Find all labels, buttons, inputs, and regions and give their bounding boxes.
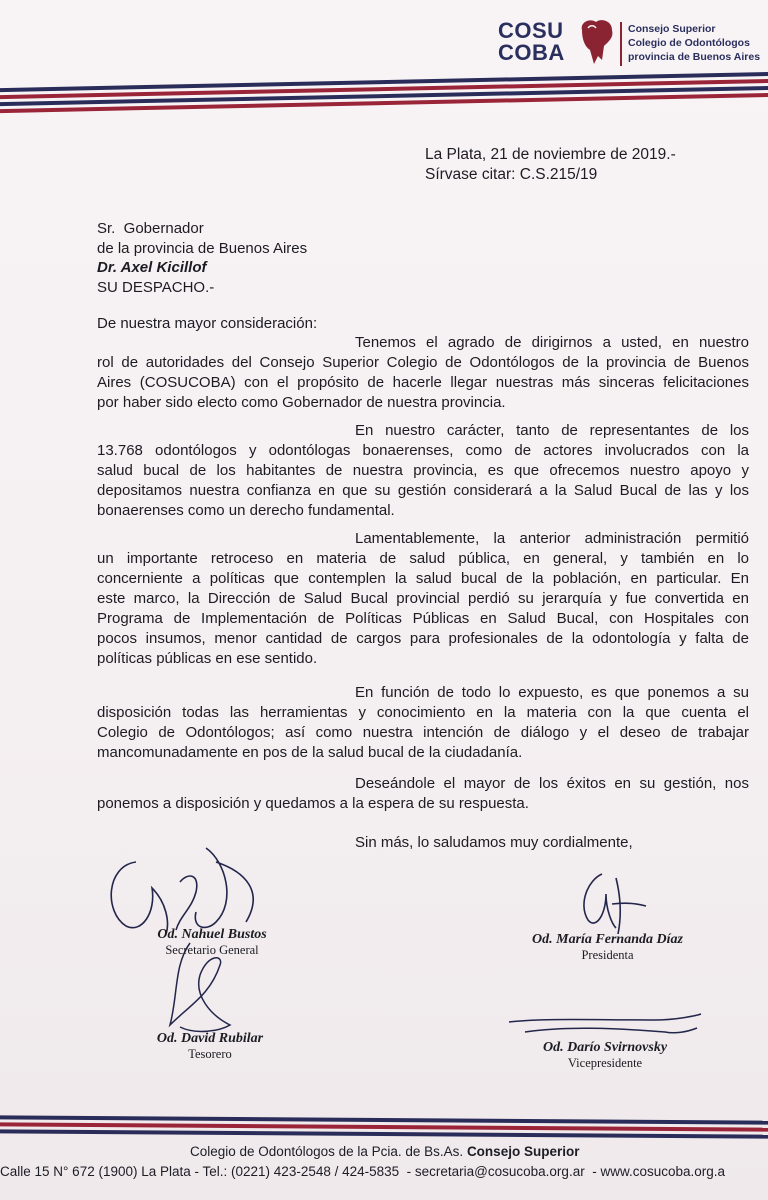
letter-date: La Plata, 21 de noviembre de 2019.- bbox=[425, 146, 676, 163]
signatory-block bbox=[130, 1031, 290, 1062]
footer-contact: Calle 15 N° 672 (1900) La Plata - Tel.: (0221) 423-2548 / 424-5835 - secretaria@cosucoba.org.ar - www.cosucoba.org.a bbox=[0, 1164, 726, 1179]
signatory-role: Tesorero bbox=[188, 1047, 232, 1061]
recipient-block bbox=[97, 219, 307, 297]
body-paragraph bbox=[97, 683, 749, 763]
signatory-role: Vicepresidente bbox=[567, 1056, 643, 1070]
paragraph-line: Tenemos el agrado de dirigirnos a usted, en nuestro bbox=[355, 334, 749, 351]
body-paragraph bbox=[97, 529, 749, 669]
paragraph-line: 13.768 odontólogos y odontólogas bonaerenses, como de actores involucrados con la bbox=[97, 442, 749, 459]
signatory-block bbox=[505, 1040, 705, 1071]
logo-word-bottom: COBA bbox=[498, 40, 565, 65]
signatory-block bbox=[500, 932, 715, 963]
body-paragraph bbox=[97, 333, 749, 413]
logo-org-line-2: Colegio de Odontólogos bbox=[628, 37, 750, 49]
logo-word-top: COSU bbox=[498, 18, 564, 43]
paragraph-line: Deseándole el mayor de los éxitos en su gestión, nos bbox=[355, 775, 749, 792]
signature-diaz bbox=[572, 864, 652, 939]
paragraph-line: Programa de Implementación de Políticas Públicas en Salud Bucal, con Hospitales con bbox=[97, 610, 749, 627]
citation-reference: Sírvase citar: C.S.215/19 bbox=[425, 166, 598, 183]
recipient-province: de la provincia de Buenos Aires bbox=[97, 239, 308, 257]
body-paragraph bbox=[97, 421, 749, 521]
paragraph-line: disposición todas las herramientas y conocimiento en la materia con la que cuenta el bbox=[97, 704, 749, 721]
paragraph-line: ponemos a disposición y quedamos a la espera de su respuesta. bbox=[97, 795, 529, 812]
paragraph-line: este marco, la Dirección de Salud Bucal provincial perdió su jerarquía y fue convertida en bbox=[97, 590, 749, 607]
paragraph-line: políticas públicas en ese sentido. bbox=[97, 650, 318, 667]
paragraph-line: mancomunadamente en pos de la salud bucal de la ciudadanía. bbox=[97, 744, 523, 761]
signatory-name: Od. David Rubilar bbox=[156, 1031, 264, 1046]
paragraph-line: Aires (COSUCOBA) con el propósito de hacerle llegar nuestras más sinceras felicitaciones bbox=[97, 374, 749, 391]
body-paragraph bbox=[97, 774, 749, 814]
signatory-name: Od. Nahuel Bustos bbox=[157, 927, 267, 942]
signatory-block bbox=[132, 927, 292, 958]
paragraph-line: salud bucal de los habitantes de nuestra provincia, es que ofrecemos nuestro apoyo y bbox=[97, 462, 749, 479]
footer-org-bold: Consejo Superior bbox=[466, 1144, 580, 1159]
paragraph-line: En función de todo lo expuesto, es que ponemos a su bbox=[355, 684, 749, 701]
paragraph-line: Colegio de Odontólogos; así como nuestra intención de diálogo y el deseo de trabajar bbox=[97, 724, 749, 741]
logo-org-text bbox=[628, 22, 760, 64]
logo-org-line-1: Consejo Superior bbox=[628, 23, 716, 35]
paragraph-line: un importante retroceso en materia de salud pública, en general, y también en lo bbox=[97, 550, 749, 567]
paragraph-line: pocos insumos, menor cantidad de cargos para profesionales de la odontología y falta de bbox=[97, 630, 749, 647]
signatory-role: Presidenta bbox=[581, 948, 634, 962]
signatory-name: Od. María Fernanda Díaz bbox=[532, 932, 683, 947]
closing-line: Sin más, lo saludamos muy cordialmente, bbox=[355, 834, 633, 851]
logo-org-line-3: provincia de Buenos Aires bbox=[628, 51, 761, 63]
footer-organization bbox=[190, 1144, 579, 1159]
footer-stripes bbox=[0, 1115, 768, 1141]
logo-divider bbox=[620, 22, 622, 66]
paragraph-line: bonaerenses como un derecho fundamental. bbox=[97, 502, 395, 519]
recipient-title: Sr. Gobernador bbox=[97, 220, 204, 237]
recipient-office: SU DESPACHO.- bbox=[97, 278, 215, 296]
paragraph-line: por haber sido electo como Gobernador de nuestra provincia. bbox=[97, 394, 506, 411]
paragraph-line: Lamentablemente, la anterior administración permitió bbox=[355, 530, 749, 547]
signatory-role: Secretario General bbox=[165, 943, 259, 957]
signatory-name: Od. Darío Svirnovsky bbox=[542, 1040, 668, 1055]
cosucoba-logo bbox=[498, 14, 760, 70]
paragraph-line: En nuestro carácter, tanto de representantes de los bbox=[355, 422, 749, 439]
salutation: De nuestra mayor consideración: bbox=[97, 315, 318, 332]
footer-org-name: Colegio de Odontólogos de la Pcia. de Bs.As. bbox=[190, 1144, 464, 1159]
header-stripes bbox=[0, 72, 768, 116]
paragraph-line: rol de autoridades del Consejo Superior Colegio de Odontólogos de la provincia de Buenos bbox=[97, 354, 749, 371]
paragraph-line: concerniente a políticas que contemplen la salud bucal de la población, en particular. En bbox=[97, 570, 749, 587]
recipient-name: Dr. Axel Kicillof bbox=[97, 259, 207, 276]
paragraph-line: depositamos nuestra confianza en que su gestión considerará a la Salud Bucal de las y los bbox=[97, 482, 749, 499]
tooth-map-icon bbox=[574, 16, 620, 66]
